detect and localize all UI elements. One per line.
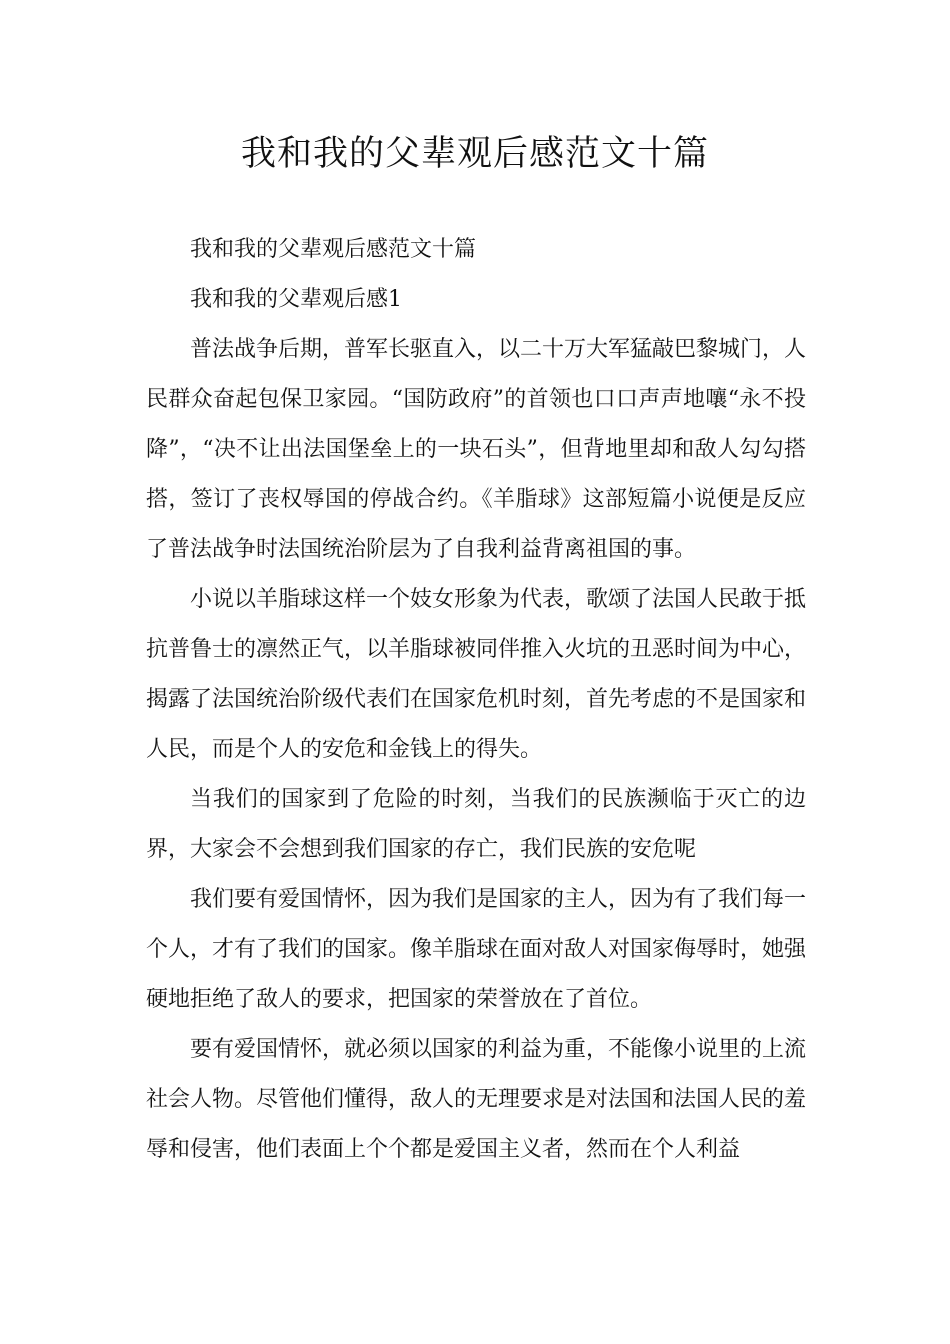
paragraph: 当我们的国家到了危险的时刻，当我们的民族濒临于灭亡的边界，大家会不会想到我们国家的存亡，我们民族的安危呢: [146, 787, 806, 862]
paragraph: 小说以羊脂球这样一个妓女形象为代表，歌颂了法国人民敢于抵抗普鲁士的凛然正气，以羊脂球被同伴推入火坑的丑恶时间为中心，揭露了法国统治阶级代表们在国家危机时刻，首先考虑的不是国家和人民，而是个人的安危和金钱上的得失。: [146, 587, 807, 762]
document-title: 我和我的父辈观后感范文十篇: [240, 134, 709, 174]
paragraph: 要有爱国情怀，就必须以国家的利益为重，不能像小说里的上流社会人物。尽管他们懂得，敌人的无理要求是对法国和法国人民的羞辱和侵害，他们表面上个个都是爱国主义者，然而在个人利益: [146, 1037, 807, 1162]
paragraph: 我们要有爱国情怀，因为我们是国家的主人，因为有了我们每一个人，才有了我们的国家。像羊脂球在面对敌人对国家侮辱时，她强硬地拒绝了敌人的要求，把国家的荣誉放在了首位。: [146, 887, 807, 1012]
paragraph: 普法战争后期，普军长驱直入，以二十万大军猛敲巴黎城门，人民群众奋起包保卫家园。“国防政府”的首领也口口声声地嚷“永不投降”，“决不让出法国堡垒上的一块石头”，但背地里却和敌人勾勾搭搭，签订了丧权辱国的停战合约。《羊脂球》这部短篇小说便是反应了普法战争时法国统治阶层为了自我利益背离祖国的事。: [146, 337, 807, 562]
paragraph-subtitle: 我和我的父辈观后感范文十篇: [190, 237, 477, 262]
paragraph-section-heading: 我和我的父辈观后感1: [190, 287, 402, 312]
document-body: [146, 225, 806, 1175]
